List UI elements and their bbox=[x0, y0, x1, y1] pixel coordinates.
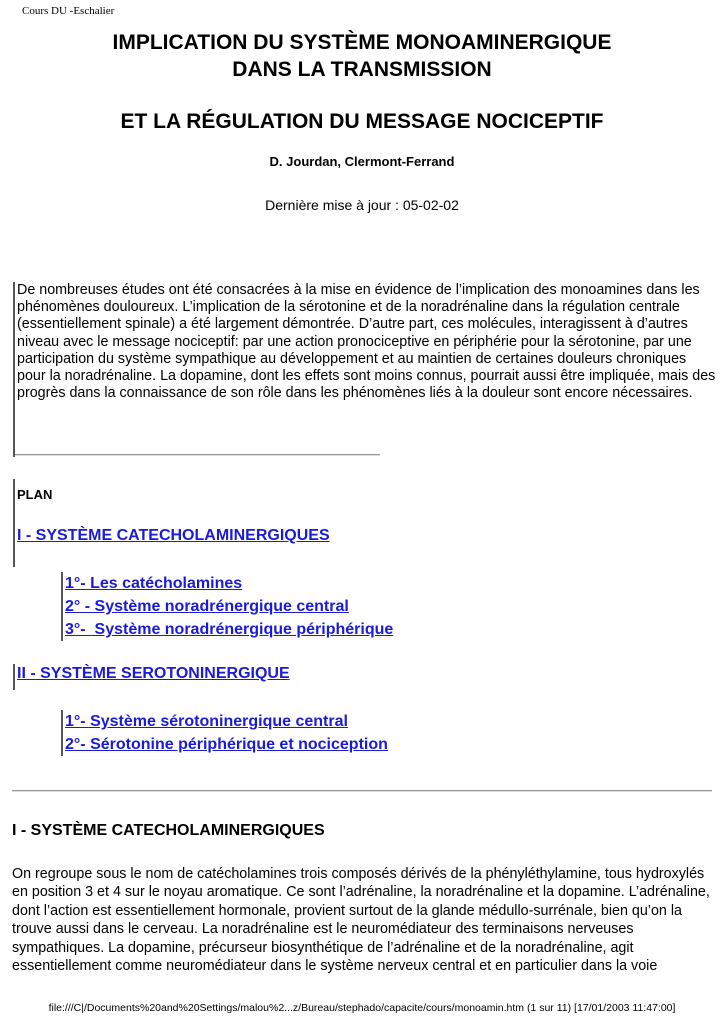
toc-link-1-3[interactable]: 3°- Système noradrénergique périphérique bbox=[65, 621, 394, 638]
toc-section-1 bbox=[17, 527, 330, 545]
toc-link-2-2[interactable]: 2°- Sérotonine périphérique et nociception bbox=[65, 736, 388, 753]
page-title-line2: ET LA RÉGULATION DU MESSAGE NOCICEPTIF bbox=[120, 110, 604, 133]
plan-label: PLAN bbox=[17, 487, 53, 502]
divider bbox=[15, 454, 380, 456]
toc-link-2-1[interactable]: 1°- Système sérotoninergique central bbox=[65, 713, 348, 730]
toc-section-1-items bbox=[61, 572, 393, 641]
divider bbox=[12, 790, 712, 792]
intro-paragraph: De nombreuses études ont été consacrées à la mise en évidence de l’implication des monoamines dans les phénomènes douloureux. L’implication de la sérotonine et de la noradrénaline dans la régulation centrale (essentiellement spinale) a été largement démontrée. D’autre part, ces molécules, interagissent à d’autres niveau avec le message nociceptif: par une action pronociceptive en périphérie pour la sérotonine, par une participation du système sympathique au développement et au maintien de certaines douleurs chroniques pour la noradrénaline. La dopamine, dont les effets sont moins connus, pourrait aussi être impliquée, mais des progrès dans la connaissance de son rôle dans les phénomènes liés à la douleur sont encore nécessaires. bbox=[13, 282, 717, 457]
section-paragraph: On regroupe sous le nom de catécholamines trois composés dérivés de la phényléthylamine, tous hydroxylés en position 3 et 4 sur le noyau aromatique. Ce sont l’adrénaline, la noradrénaline et la dopamine. L’adrénaline, dont l’action est essentiellement hormonale, provient surtout de la glande médullo-surrénale, bien qu’on la trouve aussi dans le cerveau. La noradrénaline est le neuromédiateur des terminaisons nerveuses sympathiques. La dopamine, précurseur biosynthétique de l’adrénaline et de la noradrénaline, agit essentiellement comme neuromédiateur dans le système nerveux central et en particulier dans la voie bbox=[12, 866, 710, 975]
toc-link-1-2[interactable]: 2° - Système noradrénergique central bbox=[65, 598, 349, 615]
toc-section-2 bbox=[17, 665, 290, 683]
page-footer: file:///C|/Documents%20and%20Settings/malou%2...z/Bureau/stephado/capacite/cours/monoamin.htm (1 sur 11) [17/01/2003 11:47:00] bbox=[48, 1002, 676, 1014]
page-header: Cours DU -Eschalier bbox=[22, 5, 115, 17]
page-title-line1: IMPLICATION DU SYSTÈME MONOAMINERGIQUE DANS LA TRANSMISSION bbox=[112, 31, 612, 81]
last-update: Dernière mise à jour : 05-02-02 bbox=[265, 197, 459, 213]
toc-link-1-1[interactable]: 1°- Les catécholamines bbox=[65, 575, 243, 592]
toc-link-section-1[interactable]: I - SYSTÈME CATECHOLAMINERGIQUES bbox=[17, 527, 330, 544]
plan-block-bar bbox=[13, 479, 15, 567]
toc-section-2-items bbox=[61, 710, 388, 756]
section-heading: I - SYSTÈME CATECHOLAMINERGIQUES bbox=[12, 822, 325, 839]
toc-section-2-bar bbox=[13, 664, 15, 690]
author: D. Jourdan, Clermont-Ferrand bbox=[269, 154, 455, 169]
toc-link-section-2[interactable]: II - SYSTÈME SEROTONINERGIQUE bbox=[17, 665, 290, 682]
